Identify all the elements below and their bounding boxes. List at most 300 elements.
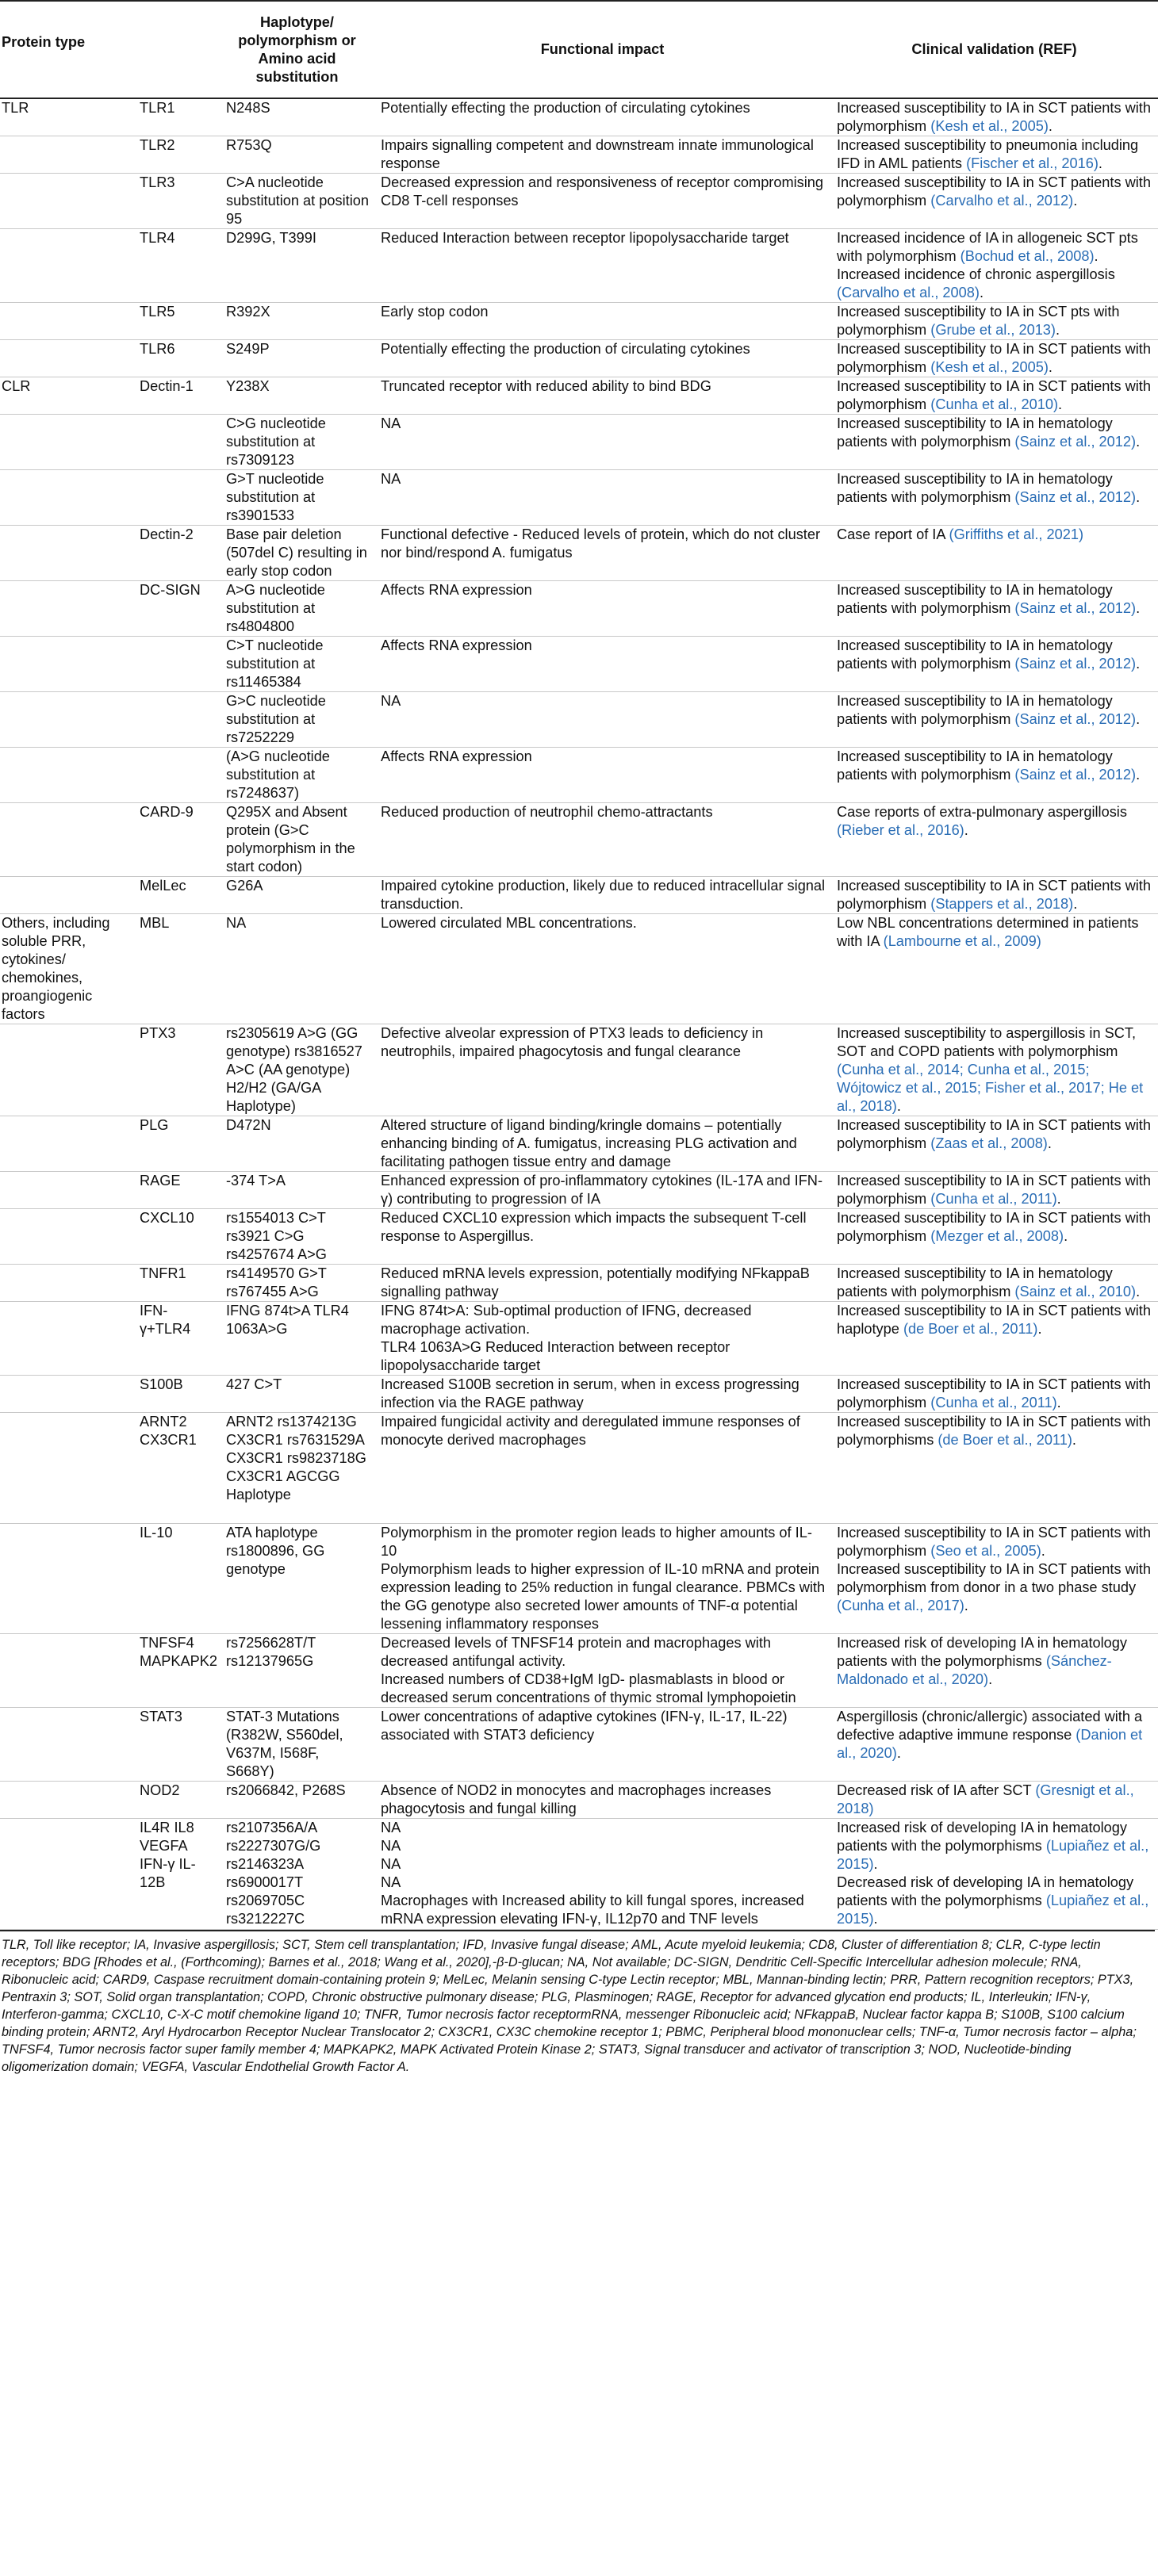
protein-cell: TNFSF4 MAPKAPK2 [136, 1634, 220, 1708]
clinical-validation-cell [830, 470, 1158, 526]
table-row [0, 98, 1158, 136]
table-row [0, 303, 1158, 340]
table-row [0, 1708, 1158, 1782]
functional-impact-text: Lowered circulated MBL concentrations. [381, 915, 637, 931]
protein-cell: TLR3 [136, 174, 220, 229]
clinical-validation-entry [837, 877, 1153, 913]
clinical-validation-entry [837, 1413, 1153, 1449]
clinical-validation-entry [837, 136, 1153, 173]
functional-impact-text: Early stop codon [381, 304, 489, 320]
functional-impact-cell [374, 1524, 830, 1634]
clinical-text: Increased susceptibility to IA in SCT patients with polymorphism [837, 878, 1151, 912]
clinical-validation-cell [830, 1116, 1158, 1172]
functional-impact-text: NA [381, 415, 401, 431]
functional-impact-text: IFNG 874t>A: Sub-optimal production of IFNG, decreased macrophage activation. [381, 1303, 752, 1337]
clinical-text-end: . [1072, 1432, 1076, 1448]
functional-impact-text: Defective alveolar expression of PTX3 leads to deficiency in neutrophils, impaired phagocytosis and fungal clearance [381, 1025, 764, 1059]
haplotype-cell: ARNT2 rs1374213G CX3CR1 rs7631529A CX3CR1 rs9823718G CX3CR1 AGCGG Haplotype [220, 1413, 374, 1524]
protein-cell: TNFR1 [136, 1265, 220, 1302]
clinical-text-end: . [1136, 434, 1141, 450]
clinical-validation-cell [830, 98, 1158, 136]
table-row [0, 637, 1158, 692]
functional-impact-cell [374, 1024, 830, 1116]
clinical-text: Increased susceptibility to IA in hematology patients with polymorphism [837, 693, 1113, 727]
clinical-validation-entry [837, 99, 1153, 136]
haplotype-cell: Y238X [220, 377, 374, 415]
clinical-text-end: . [979, 285, 984, 300]
functional-impact-cell [374, 1819, 830, 1930]
protein-cell: IL4R IL8 VEGFA IFN-γ IL-12B [136, 1819, 220, 1930]
protein-cell: IFN-γ+TLR4 [136, 1302, 220, 1376]
table-row [0, 174, 1158, 229]
clinical-validation-cell [830, 174, 1158, 229]
functional-impact-text: Affects RNA expression [381, 748, 532, 764]
clinical-text: Increased susceptibility to IA in hematology patients with polymorphism [837, 415, 1113, 450]
table-row [0, 914, 1158, 1024]
clinical-text: Increased susceptibility to IA in SCT pts with polymorphism [837, 304, 1120, 338]
clinical-text-end: . [1094, 248, 1099, 264]
clinical-validation-cell [830, 692, 1158, 748]
reference-link: (Carvalho et al., 2012) [930, 193, 1074, 209]
functional-impact-text: Absence of NOD2 in monocytes and macrophages increases phagocytosis and fungal killing [381, 1782, 772, 1816]
clinical-validation-cell [830, 303, 1158, 340]
functional-impact-cell [374, 1708, 830, 1782]
clinical-text-end: . [1056, 1191, 1061, 1207]
table-row [0, 1116, 1158, 1172]
haplotype-cell: R753Q [220, 136, 374, 174]
functional-impact-cell [374, 415, 830, 470]
protein-type-cell [0, 1524, 136, 1634]
table-row [0, 229, 1158, 303]
reference-link: (Carvalho et al., 2008) [837, 285, 980, 300]
clinical-text: Increased susceptibility to IA in SCT patients with polymorphism from donor in a two phase study [837, 1561, 1151, 1595]
clinical-text: Increased susceptibility to aspergillosis in SCT, SOT and COPD patients with polymorphism [837, 1025, 1137, 1059]
protein-cell: TLR4 [136, 229, 220, 303]
clinical-validation-cell [830, 1634, 1158, 1708]
table-row [0, 1376, 1158, 1413]
clinical-validation-entry [837, 1819, 1153, 1874]
functional-impact-text: Increased numbers of CD38+IgM IgD- plasmablasts in blood or decreased serum concentrations of thymic stromal lymphopoietin [381, 1671, 796, 1705]
functional-impact-cell [374, 877, 830, 914]
table-body [0, 98, 1158, 1930]
clinical-text: Increased susceptibility to IA in hematology patients with polymorphism [837, 748, 1113, 783]
clinical-text: Increased susceptibility to IA in SCT patients with haplotype [837, 1303, 1151, 1337]
clinical-validation-cell [830, 914, 1158, 1024]
functional-impact-cell [374, 136, 830, 174]
protein-type-cell [0, 470, 136, 526]
protein-cell: IL-10 [136, 1524, 220, 1634]
functional-impact-text: Affects RNA expression [381, 637, 532, 653]
protein-cell: TLR6 [136, 340, 220, 377]
table-row [0, 1413, 1158, 1524]
clinical-text: Increased incidence of IA in allogeneic SCT pts with polymorphism [837, 230, 1138, 264]
protein-type-cell [0, 1024, 136, 1116]
clinical-validation-entry [837, 415, 1153, 451]
clinical-validation-entry [837, 174, 1153, 210]
protein-cell: STAT3 [136, 1708, 220, 1782]
clinical-validation-cell [830, 1413, 1158, 1524]
clinical-validation-entry [837, 303, 1153, 339]
clinical-text-end: . [1037, 1321, 1042, 1337]
functional-impact-cell [374, 377, 830, 415]
clinical-validation-cell [830, 1708, 1158, 1782]
clinical-text: Increased incidence of chronic aspergillosis [837, 266, 1115, 282]
clinical-validation-cell [830, 877, 1158, 914]
protein-type-cell [0, 415, 136, 470]
haplotype-cell: STAT-3 Mutations (R382W, S560del, V637M, I568F, S668Y) [220, 1708, 374, 1782]
haplotype-cell: IFNG 874t>A TLR4 1063A>G [220, 1302, 374, 1376]
functional-impact-text: Potentially effecting the production of circulating cytokines [381, 341, 750, 357]
protein-type-cell [0, 877, 136, 914]
protein-type-cell [0, 136, 136, 174]
haplotype-cell: -374 T>A [220, 1172, 374, 1209]
clinical-validation-cell [830, 748, 1158, 803]
clinical-validation-entry [837, 637, 1153, 673]
protein-type-cell [0, 1413, 136, 1524]
clinical-text-end: . [1048, 118, 1053, 134]
protein-cell [136, 470, 220, 526]
clinical-validation-entry [837, 1524, 1153, 1560]
haplotype-cell: Base pair deletion (507del C) resulting in early stop codon [220, 526, 374, 581]
header-haplotype: Haplotype/ polymorphism or Amino acid substitution [220, 1, 374, 98]
clinical-validation-entry [837, 1116, 1153, 1153]
reference-link: (Stappers et al., 2018) [930, 896, 1074, 912]
functional-impact-cell [374, 303, 830, 340]
haplotype-cell: D299G, T399I [220, 229, 374, 303]
functional-impact-line: NA [381, 1874, 401, 1890]
functional-impact-cell [374, 174, 830, 229]
haplotype-cell: D472N [220, 1116, 374, 1172]
functional-impact-line: NA [381, 1838, 401, 1854]
clinical-text-end: . [1056, 1395, 1061, 1410]
table-row [0, 1819, 1158, 1930]
clinical-validation-entry [837, 470, 1153, 507]
clinical-validation-entry [837, 1708, 1153, 1763]
clinical-text: Decreased risk of developing IA in hematology patients with the polymorphisms [837, 1874, 1134, 1908]
protein-type-cell [0, 526, 136, 581]
clinical-text-end: . [873, 1911, 878, 1927]
haplotype-cell: rs2305619 A>G (GG genotype) rs3816527 A>C (AA genotype) H2/H2 (GA/GA Haplotype) [220, 1024, 374, 1116]
functional-impact-cell [374, 692, 830, 748]
haplotype-cell: C>A nucleotide substitution at position 95 [220, 174, 374, 229]
protein-cell [136, 415, 220, 470]
clinical-text-end: . [873, 1856, 878, 1872]
protein-cell: S100B [136, 1376, 220, 1413]
functional-impact-cell [374, 581, 830, 637]
reference-link: (Lupiañez et al., 2015) [837, 1838, 1149, 1872]
clinical-validation-entry [837, 340, 1153, 377]
table-row [0, 877, 1158, 914]
reference-link: (Lambourne et al., 2009) [883, 933, 1041, 949]
protein-type-cell [0, 1172, 136, 1209]
clinical-text: Increased susceptibility to IA in SCT patients with polymorphism [837, 174, 1151, 209]
haplotype-cell: N248S [220, 98, 374, 136]
clinical-text: Case report of IA [837, 526, 949, 542]
functional-impact-text: Lower concentrations of adaptive cytokines (IFN-γ, IL-17, IL-22) associated with STAT3 deficiency [381, 1709, 788, 1743]
protein-type-cell [0, 1209, 136, 1265]
clinical-validation-entry [837, 1874, 1153, 1928]
reference-link: (Sánchez-Maldonado et al., 2020) [837, 1653, 1112, 1687]
reference-link: (Grube et al., 2013) [930, 322, 1056, 338]
clinical-validation-cell [830, 1172, 1158, 1209]
functional-impact-text: TLR4 1063A>G Reduced Interaction between receptor lipopolysaccharide target [381, 1339, 730, 1373]
clinical-text-end: . [1136, 489, 1141, 505]
header-clinical-validation: Clinical validation (REF) [830, 1, 1158, 98]
clinical-text: Increased susceptibility to pneumonia including IFD in AML patients [837, 137, 1139, 171]
clinical-text-end: . [964, 1598, 968, 1613]
functional-impact-cell [374, 1413, 830, 1524]
reference-link: (Cunha et al., 2011) [930, 1395, 1057, 1410]
functional-impact-text: Decreased levels of TNFSF14 protein and macrophages with decreased antifungal activity. [381, 1635, 771, 1669]
reference-link: (Lupiañez et al., 2015) [837, 1893, 1149, 1927]
functional-impact-cell [374, 637, 830, 692]
clinical-validation-entry [837, 1209, 1153, 1246]
clinical-validation-entry [837, 1024, 1153, 1116]
protein-type-cell: CLR [0, 377, 136, 415]
protein-type-cell: Others, including soluble PRR, cytokines/ chemokines, proangiogenic factors [0, 914, 136, 1024]
protein-cell: TLR2 [136, 136, 220, 174]
clinical-text-end: . [1136, 656, 1141, 672]
protein-type-cell [0, 1782, 136, 1819]
clinical-validation-cell [830, 581, 1158, 637]
functional-impact-cell [374, 803, 830, 877]
clinical-validation-entry [837, 1782, 1153, 1818]
clinical-validation-entry [837, 229, 1153, 266]
haplotype-cell: A>G nucleotide substitution at rs4804800 [220, 581, 374, 637]
protein-type-cell [0, 1302, 136, 1376]
reference-link: (Rieber et al., 2016) [837, 822, 964, 838]
functional-impact-text: Reduced production of neutrophil chemo-attractants [381, 804, 713, 820]
functional-impact-text: Polymorphism leads to higher expression of IL-10 mRNA and protein expression leading to 25% reduction in fungal clearance. PBMCs with the GG genotype also secreted lower amounts of TNF-α potential lessening inflammatory responses [381, 1561, 826, 1632]
protein-type-cell [0, 1116, 136, 1172]
clinical-text-end: . [1136, 767, 1141, 783]
clinical-validation-cell [830, 1376, 1158, 1413]
protein-type-cell [0, 1708, 136, 1782]
clinical-validation-entry [837, 1560, 1153, 1615]
protein-type-cell [0, 1376, 136, 1413]
functional-impact-cell [374, 914, 830, 1024]
clinical-validation-cell [830, 1024, 1158, 1116]
protein-type-cell [0, 803, 136, 877]
table-row [0, 415, 1158, 470]
protein-cell: NOD2 [136, 1782, 220, 1819]
table-footnote: TLR, Toll like receptor; IA, Invasive aspergillosis; SCT, Stem cell transplantation; IFD, Invasive fungal disease; AML, Acute myeloid leukemia; CD8, Cluster of differentiation 8; CLR, C-type lectin receptors; BDG [Rhodes et al., (Forthcoming); Barnes et al., 2018; Wang et al., 2020],-β-D-glucan; NA, Not available; DC-SIGN, Dendritic Cell-Specific Intercellular adhesion molecule; RNA, Ribonucleic acid; CARD9, Caspase recruitment domain-containing protein 9; MelLec, Melanin sensing C-type Lectin receptor; MBL, Mannan-binding lectin; PRR, Pattern recognition receptors; PTX3, Pentraxin 3; SOT, Solid organ transplantation; COPD, Chronic obstructive pulmonary disease; PLG, Plasminogen; RAGE, Receptor for advanced glycation end products; IL, Interleukin; IFN-γ, Interferon-gamma; CXCL10, C-X-C motif chemokine ligand 10; TNFR, Tumor necrosis factor receptormRNA, messenger Ribonucleic acid; NFkappaB, Nuclear factor kappa B; S100B, S100 calcium binding protein; ARNT2, Aryl Hydrocarbon Receptor Nuclear Translocator 2; CX3CR1, CX3C chemokine receptor 1; PBMC, Peripheral blood mononuclear cells; TNF-α, Tumor necrosis factor – alpha; TNFSF4, Tumor necrosis factor super family member 4; MAPKAPK2, MAPK Activated Protein Kinase 2; STAT3, Signal transducer and activator of transcription 3; NOD, Nucleotide-binding oligomerization domain; VEGFA, Vascular Endothelial Growth Factor A. [0, 1930, 1155, 2076]
functional-impact-text: Altered structure of ligand binding/kringle domains – potentially enhancing binding of A. fumigatus, increasing PLG activation and facilitating pathogen tissue entry and damage [381, 1117, 797, 1169]
functional-impact-cell [374, 229, 830, 303]
reference-link: (Sainz et al., 2012) [1014, 711, 1137, 727]
protein-type-cell [0, 174, 136, 229]
clinical-validation-cell [830, 803, 1158, 877]
clinical-validation-entry [837, 1172, 1153, 1208]
clinical-validation-entry [837, 526, 1153, 544]
clinical-validation-entry [837, 266, 1153, 302]
table-row [0, 1634, 1158, 1708]
table-row [0, 1024, 1158, 1116]
clinical-text: Increased risk of developing IA in hematology patients with the polymorphisms [837, 1635, 1127, 1669]
functional-impact-cell [374, 1782, 830, 1819]
protein-type-cell [0, 637, 136, 692]
protein-type-cell [0, 229, 136, 303]
clinical-text-end: . [1041, 1543, 1045, 1559]
protein-type-cell [0, 748, 136, 803]
functional-impact-text: Impaired fungicidal activity and deregulated immune responses of monocyte derived macrophages [381, 1414, 800, 1448]
reference-link: (Bochud et al., 2008) [960, 248, 1095, 264]
protein-type-cell: TLR [0, 98, 136, 136]
clinical-validation-cell [830, 1819, 1158, 1930]
clinical-text-end: . [988, 1671, 993, 1687]
table-row [0, 1524, 1158, 1634]
clinical-text-end: . [896, 1098, 901, 1114]
table-row [0, 1265, 1158, 1302]
functional-impact-cell [374, 1116, 830, 1172]
protein-cell: DC-SIGN [136, 581, 220, 637]
clinical-validation-cell [830, 1265, 1158, 1302]
table-row [0, 803, 1158, 877]
clinical-text: Increased susceptibility to IA in SCT patients with polymorphism [837, 341, 1151, 375]
clinical-text: Increased susceptibility to IA in SCT patients with polymorphism [837, 100, 1151, 134]
clinical-text: Increased susceptibility to IA in SCT patients with polymorphism [837, 378, 1151, 412]
protein-cell: PLG [136, 1116, 220, 1172]
protein-cell: CARD-9 [136, 803, 220, 877]
functional-impact-text: Impairs signalling competent and downstream innate immunological response [381, 137, 814, 171]
haplotype-cell: rs2107356A/A rs2227307G/G rs2146323A rs6900017T rs2069705C rs3212227C [220, 1819, 374, 1930]
clinical-text-end: . [1064, 1228, 1068, 1244]
protein-cell: RAGE [136, 1172, 220, 1209]
clinical-text: Increased susceptibility to IA in SCT patients with polymorphism [837, 1117, 1151, 1151]
protein-type-cell [0, 692, 136, 748]
reference-link: (Cunha et al., 2014; Cunha et al., 2015; Wójtowicz et al., 2015; Fisher et al., 2017; He et al., 2018) [837, 1062, 1144, 1114]
functional-impact-cell [374, 1265, 830, 1302]
clinical-validation-cell [830, 637, 1158, 692]
reference-link: (Cunha et al., 2011) [930, 1191, 1057, 1207]
reference-link: (Seo et al., 2005) [930, 1543, 1041, 1559]
haplotype-cell: 427 C>T [220, 1376, 374, 1413]
clinical-text: Increased susceptibility to IA in SCT patients with polymorphism [837, 1210, 1151, 1244]
clinical-text: Case reports of extra-pulmonary aspergillosis [837, 804, 1127, 820]
table-row [0, 1782, 1158, 1819]
clinical-text: Increased susceptibility to IA in SCT patients with polymorphism [837, 1525, 1151, 1559]
reference-link: (Griffiths et al., 2021) [949, 526, 1084, 542]
protein-type-cell [0, 1265, 136, 1302]
table-header-row [0, 1, 1158, 98]
reference-link: (Gresnigt et al., 2018) [837, 1782, 1134, 1816]
protein-cell [136, 637, 220, 692]
clinical-validation-cell [830, 136, 1158, 174]
haplotype-cell: rs7256628T/T rs12137965G [220, 1634, 374, 1708]
table-row [0, 136, 1158, 174]
clinical-text: Increased susceptibility to IA in hematology patients with polymorphism [837, 1265, 1113, 1299]
protein-cell: Dectin-1 [136, 377, 220, 415]
clinical-text-end: . [964, 822, 968, 838]
clinical-text: Increased risk of developing IA in hematology patients with the polymorphisms [837, 1820, 1127, 1854]
table-row [0, 470, 1158, 526]
functional-impact-text: NA [381, 471, 401, 487]
haplotype-cell: C>G nucleotide substitution at rs7309123 [220, 415, 374, 470]
clinical-text-end: . [1136, 600, 1141, 616]
clinical-text: Increased susceptibility to IA in SCT patients with polymorphism [837, 1173, 1151, 1207]
clinical-validation-entry [837, 1634, 1153, 1689]
table-row [0, 581, 1158, 637]
functional-impact-text: NA [381, 693, 401, 709]
functional-impact-cell [374, 1634, 830, 1708]
haplotype-cell: C>T nucleotide substitution at rs11465384 [220, 637, 374, 692]
functional-impact-cell [374, 470, 830, 526]
clinical-text: Low NBL concentrations determined in patients with IA [837, 915, 1139, 949]
haplotype-cell: R392X [220, 303, 374, 340]
reference-link: (Cunha et al., 2017) [837, 1598, 964, 1613]
protein-cell: MBL [136, 914, 220, 1024]
table-row [0, 1172, 1158, 1209]
functional-impact-text: Reduced mRNA levels expression, potentially modifying NFkappaB signalling pathway [381, 1265, 810, 1299]
functional-impact-text: Polymorphism in the promoter region leads to higher amounts of IL-10 [381, 1525, 812, 1559]
clinical-text: Decreased risk of IA after SCT [837, 1782, 1036, 1798]
protein-type-cell [0, 1634, 136, 1708]
functional-impact-cell [374, 748, 830, 803]
reference-link: (de Boer et al., 2011) [903, 1321, 1038, 1337]
reference-link: (Kesh et al., 2005) [930, 359, 1049, 375]
functional-impact-text: Increased S100B secretion in serum, when in excess progressing infection via the RAGE pathway [381, 1376, 799, 1410]
functional-impact-cell [374, 526, 830, 581]
haplotype-cell: rs2066842, P268S [220, 1782, 374, 1819]
functional-impact-text: Enhanced expression of pro-inflammatory cytokines (IL-17A and IFN-γ) contributing to progression of IA [381, 1173, 823, 1207]
haplotype-cell: NA [220, 914, 374, 1024]
clinical-validation-cell [830, 1524, 1158, 1634]
clinical-validation-entry [837, 692, 1153, 729]
clinical-validation-cell [830, 526, 1158, 581]
table-row [0, 1302, 1158, 1376]
protein-cell: TLR1 [136, 98, 220, 136]
clinical-text-end: . [1055, 322, 1060, 338]
clinical-validation-cell [830, 1302, 1158, 1376]
functional-impact-text: Potentially effecting the production of circulating cytokines [381, 100, 750, 116]
clinical-validation-entry [837, 1376, 1153, 1412]
reference-link: (Sainz et al., 2010) [1014, 1284, 1137, 1299]
clinical-text-end: . [896, 1745, 901, 1761]
protein-type-cell [0, 340, 136, 377]
protein-cell: CXCL10 [136, 1209, 220, 1265]
functional-impact-cell [374, 340, 830, 377]
clinical-text-end: . [1048, 359, 1053, 375]
clinical-validation-cell [830, 377, 1158, 415]
reference-link: (Sainz et al., 2012) [1014, 600, 1137, 616]
functional-impact-text: Decreased expression and responsiveness of receptor compromising CD8 T-cell responses [381, 174, 824, 209]
protein-cell: TLR5 [136, 303, 220, 340]
clinical-validation-cell [830, 415, 1158, 470]
functional-impact-line: Macrophages with Increased ability to kill fungal spores, increased mRNA expression elevating IFN-γ, IL12p70 and TNF levels [381, 1893, 804, 1927]
clinical-text-end: . [1047, 1135, 1052, 1151]
reference-link: (de Boer et al., 2011) [938, 1432, 1072, 1448]
clinical-text-end: . [1073, 896, 1078, 912]
functional-impact-text: Reduced Interaction between receptor lipopolysaccharide target [381, 230, 789, 246]
clinical-text-end: . [1136, 711, 1141, 727]
header-protein-type: Protein type [0, 1, 136, 98]
table-row [0, 748, 1158, 803]
functional-impact-cell [374, 1302, 830, 1376]
clinical-text-end: . [1073, 193, 1078, 209]
protein-type-cell [0, 303, 136, 340]
functional-impact-line: NA [381, 1820, 401, 1835]
clinical-text-end: . [1058, 396, 1063, 412]
clinical-validation-cell [830, 229, 1158, 303]
reference-link: (Sainz et al., 2012) [1014, 434, 1137, 450]
functional-impact-cell [374, 98, 830, 136]
clinical-validation-entry [837, 1302, 1153, 1338]
table-row [0, 692, 1158, 748]
functional-impact-text: Functional defective - Reduced levels of protein, which do not cluster nor bind/respond A. fumigatus [381, 526, 821, 561]
clinical-validation-entry [837, 748, 1153, 784]
haplotype-cell: ATA haplotype rs1800896, GG genotype [220, 1524, 374, 1634]
clinical-validation-entry [837, 1265, 1153, 1301]
